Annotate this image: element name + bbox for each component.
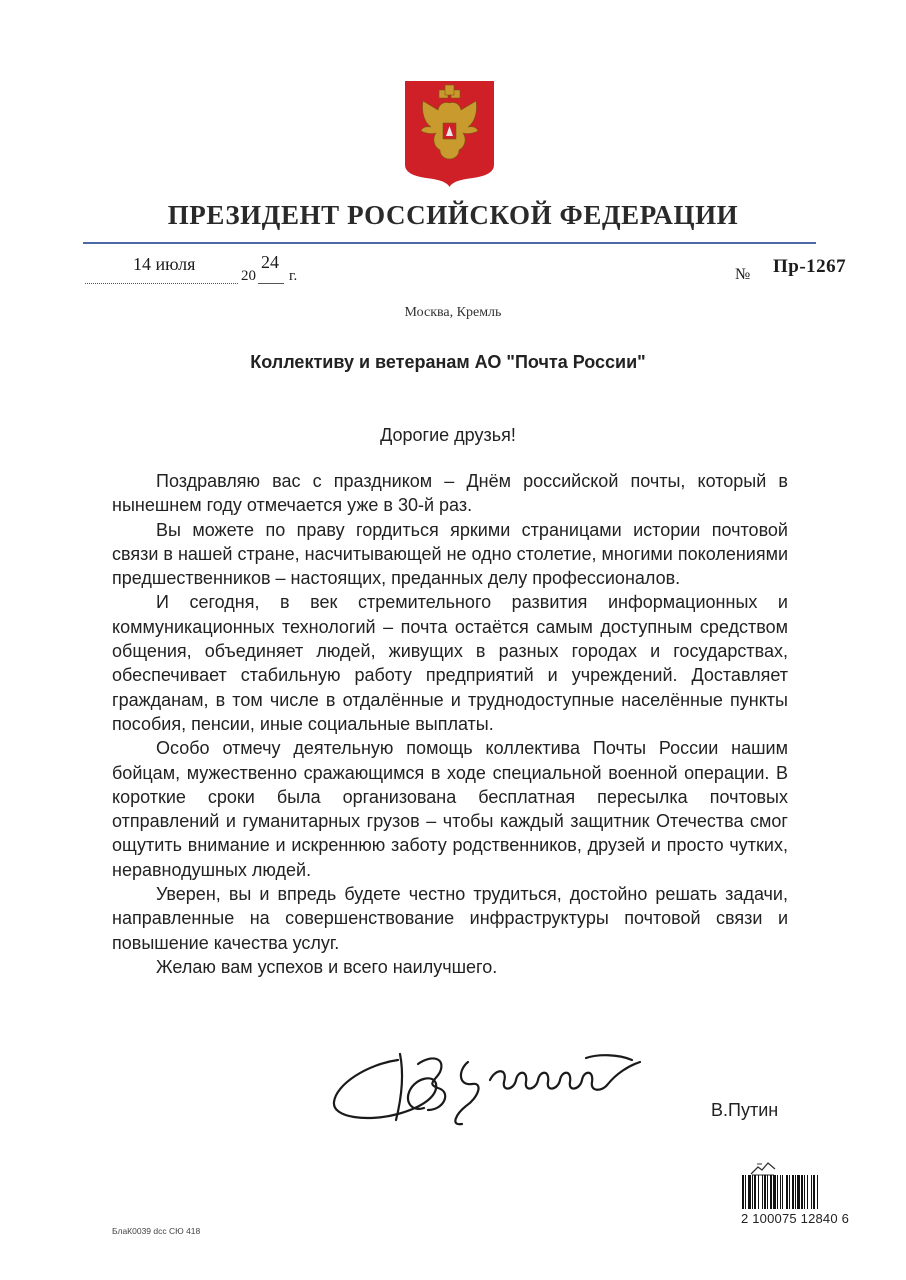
paragraph: Желаю вам успехов и всего наилучшего. [156, 956, 498, 977]
barcode-bar [811, 1175, 812, 1209]
place-of-issue: Москва, Кремль [404, 305, 502, 320]
date-underline [85, 283, 238, 284]
date-year: 24 [261, 252, 279, 272]
barcode-bar [801, 1175, 803, 1209]
paragraph: Поздравляю вас с праздником – Днём российской почты, который в нынешнем году отмечается уже в 30-й раз. [112, 471, 788, 516]
date-day-month: 14 июля [133, 254, 196, 274]
barcode-bar [792, 1175, 794, 1209]
signer-name: В.Путин [711, 1100, 779, 1120]
barcode-bar [813, 1175, 815, 1209]
letterhead-rule [83, 242, 816, 244]
barcode [741, 1175, 857, 1209]
barcode-bar [786, 1175, 788, 1209]
date-suffix: г. [289, 268, 298, 284]
barcode-bar [807, 1175, 808, 1209]
barcode-bar [797, 1175, 800, 1209]
barcode-bar [758, 1175, 759, 1209]
barcode-bar [762, 1175, 763, 1209]
paragraph: И сегодня, в век стремительного развития информационных и коммуникационных технологий – почта остаётся самым доступным средством общения, объединяет людей, живущих в разных городах и государствах, обеспечивает стабильную работу предприятий и учреждений. Доставляет гражданам, в том числе в отдалённые и труднодоступные населённые пункты пособия, пенсии, иные социальные выплаты. [112, 592, 788, 734]
barcode-bar [795, 1175, 796, 1209]
form-code: БлаК0039 dcc СЮ 418 [112, 1226, 201, 1236]
barcode-bar [780, 1175, 781, 1209]
paragraph: Вы можете по праву гордиться яркими страницами истории почтовой связи в нашей стране, насчитывающей не одно столетие, многими поколениями предшественников – настоящих, преданных делу профессионалов. [112, 519, 788, 589]
barcode-bar [764, 1175, 766, 1209]
date-century: 20 [241, 268, 256, 284]
barcode-bar [777, 1175, 778, 1209]
barcode-bar [767, 1175, 768, 1209]
barcode-bar [770, 1175, 772, 1209]
barcode-bar [742, 1175, 744, 1209]
barcode-bar [748, 1175, 751, 1209]
letter-body [112, 469, 788, 979]
paragraph: Особо отмечу деятельную помощь коллектива Почты России нашим бойцам, мужественно сражающимся в ходе специальной военной операции. В короткие сроки была организована бесплатная пересылка почтовых отправлений и гуманитарных грузов – чтобы каждый защитник Отечества смог ощутить внимание и искреннюю заботу родственников, друзей и просто чутких, неравнодушных людей. [112, 738, 788, 880]
addressee: Коллективу и ветеранам АО "Почта России" [250, 352, 646, 372]
barcode-bar [804, 1175, 805, 1209]
barcode-bar [782, 1175, 783, 1209]
handwritten-signature-icon [328, 1040, 658, 1130]
barcode-bar [789, 1175, 790, 1209]
letterhead-title: ПРЕЗИДЕНТ РОССИЙСКОЙ ФЕДЕРАЦИИ [167, 200, 739, 230]
barcode-bar [817, 1175, 818, 1209]
salutation: Дорогие друзья! [380, 425, 516, 445]
coat-of-arms-icon [403, 79, 496, 188]
barcode-bar [773, 1175, 776, 1209]
paragraph: Уверен, вы и впредь будете честно трудиться, достойно решать задачи, направленные на совершенствование инфраструктуры почтовой связи и повышение качества услуг. [112, 884, 788, 953]
barcode-bar [752, 1175, 753, 1209]
year-underline [258, 283, 284, 284]
barcode-bar [754, 1175, 756, 1209]
postal-mark-icon [748, 1160, 778, 1176]
document-number: Пр-1267 [773, 256, 847, 277]
barcode-bar [745, 1175, 746, 1209]
number-sign: № [735, 266, 751, 283]
barcode-number: 2 100075 12840 6 [741, 1211, 850, 1226]
